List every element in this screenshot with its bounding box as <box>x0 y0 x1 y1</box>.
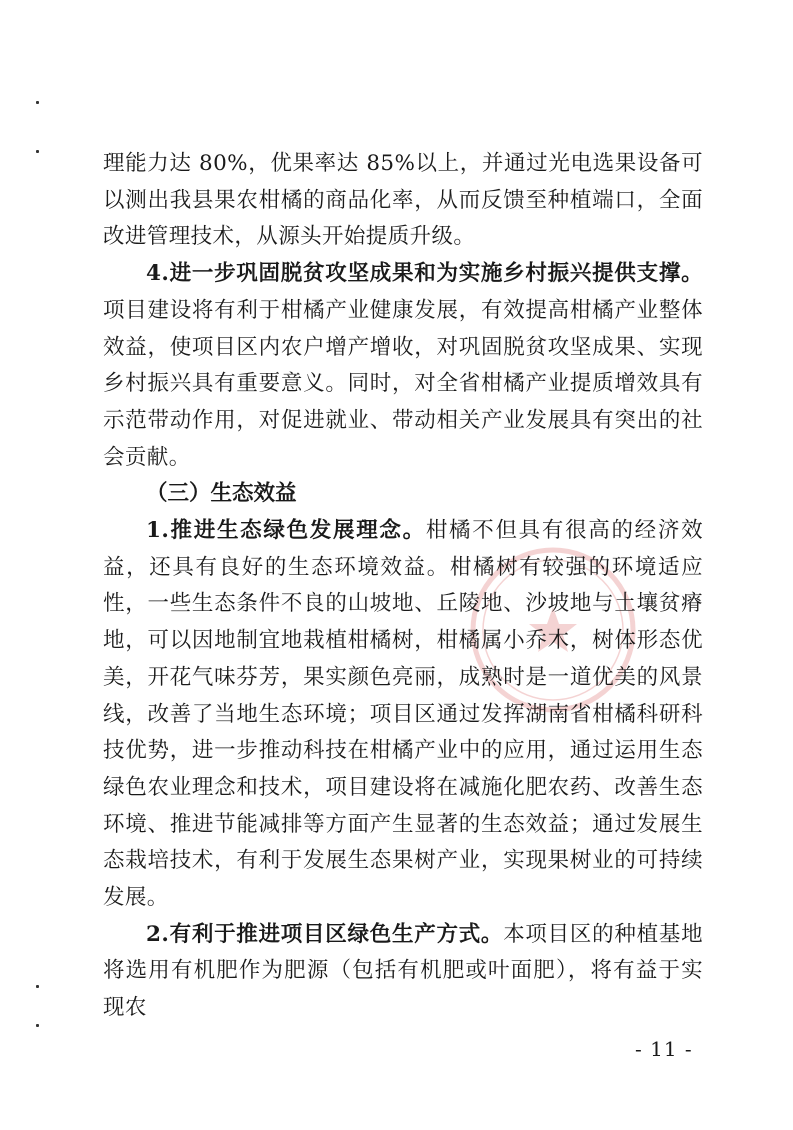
paragraph-continuation: 理能力达 80%，优果率达 85%以上，并通过光电选果设备可以测出我县果农柑橘的商品化率，从而反馈至种植端口，全面改进管理技术，从源头开始提质升级。 <box>103 151 703 250</box>
paragraph-heading: 4.进一步巩固脱贫攻坚成果和为实施乡村振兴提供支撑。 <box>146 261 703 287</box>
scan-mark <box>36 150 39 153</box>
paragraph-heading: 1.推进生态绿色发展理念。 <box>146 518 426 544</box>
document-body <box>103 146 703 1027</box>
paragraph-text: 项目建设将有利于柑橘产业健康发展，有效提高柑橘产业整体效益，使项目区内农户增产增收，对巩固脱贫攻坚成果、实现乡村振兴具有重要意义。同时，对全省柑橘产业提质增效具有示范带动作用，对促进就业、带动相关产业发展具有突出的社会贡献。 <box>103 297 703 470</box>
scan-mark <box>36 985 39 988</box>
page-number: - 11 - <box>635 1037 693 1061</box>
paragraph-green-development <box>103 513 703 917</box>
section-heading: （三）生态效益 <box>146 481 297 507</box>
paragraph-poverty-alleviation <box>103 256 703 476</box>
scan-mark <box>36 1024 39 1027</box>
scan-mark <box>36 101 39 104</box>
paragraph-text: 柑橘不但具有很高的经济效益，还具有良好的生态环境效益。柑橘树有较强的环境适应性，一些生态条件不良的山坡地、丘陵地、沙坡地与土壤贫瘠地，可以因地制宜地栽植柑橘树，柑橘属小乔木，树体形态优美，开花气味芬芳，果实颜色亮丽，成熟时是一道优美的风景线，改善了当地生态环境；项目区通过发挥湖南省柑橘科研科技优势，进一步推动科技在柑橘产业中的应用，通过运用生态绿色农业理念和技术，项目建设将在减施化肥农药、改善生态环境、推进节能减排等方面产生显著的生态效益；通过发展生态栽培技术，有利于发展生态果树产业，实现果树业的可持续发展。 <box>103 518 703 911</box>
paragraph-text: 本项目区的种植基地将选用有机肥作为肥源（包括有机肥或叶面肥），将有益于实现农 <box>103 921 704 1021</box>
paragraph-green-production <box>103 917 703 1027</box>
paragraph-heading: 2.有利于推进项目区绿色生产方式。 <box>146 921 504 947</box>
